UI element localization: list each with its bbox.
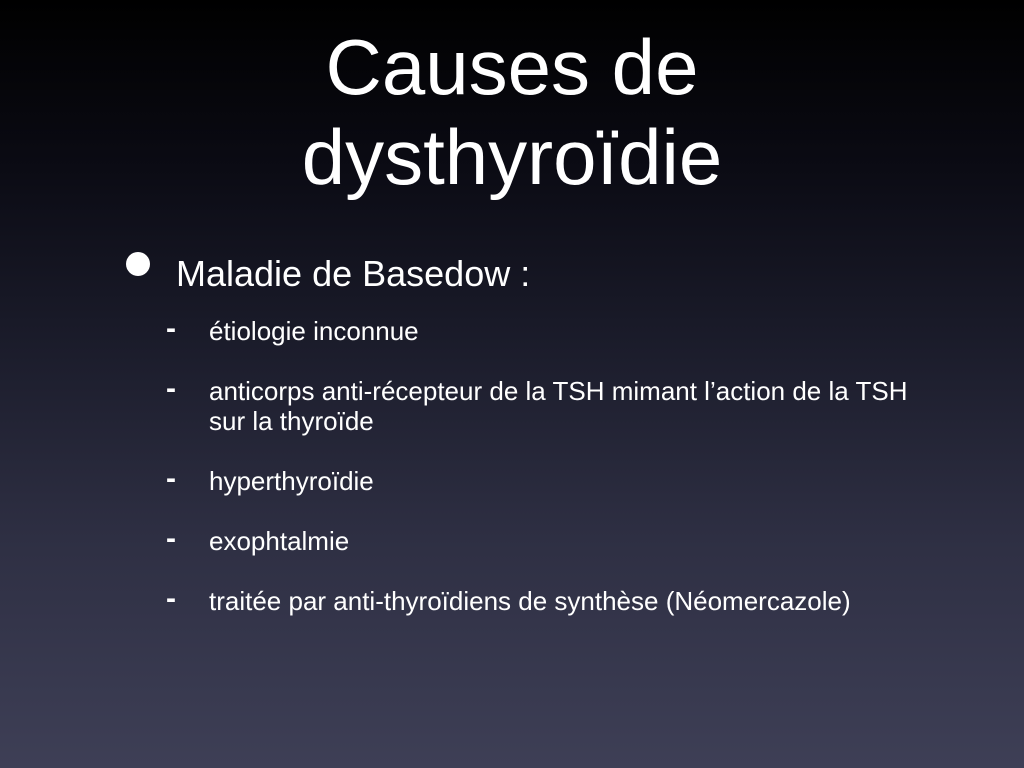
- sub-bullet-item: [166, 522, 926, 556]
- title-line-2: dysthyroïdie: [301, 113, 723, 201]
- dash-icon: -: [166, 312, 176, 345]
- sub-bullet-item: [166, 312, 926, 346]
- sub-bullet-item: [166, 462, 926, 496]
- bullet-item: [126, 248, 530, 300]
- slide-title: [0, 22, 1024, 202]
- sub-bullet-text: anticorps anti-récepteur de la TSH mimant l’action de la TSH sur la thyroïde: [209, 376, 908, 436]
- title-line-1: Causes de: [325, 23, 699, 111]
- dash-icon: -: [166, 582, 176, 615]
- dash-icon: -: [166, 522, 176, 555]
- sub-bullet-item: [166, 582, 926, 616]
- sub-bullet-list: [166, 312, 926, 646]
- dash-icon: -: [166, 462, 176, 495]
- sub-bullet-text: hyperthyroïdie: [209, 466, 374, 496]
- dash-icon: -: [166, 372, 176, 405]
- bullet-dot-icon: [126, 252, 150, 276]
- bullet-text: Maladie de Basedow :: [176, 253, 531, 294]
- sub-bullet-text: étiologie inconnue: [209, 316, 419, 346]
- sub-bullet-item: [166, 372, 926, 436]
- sub-bullet-text: traitée par anti-thyroïdiens de synthèse (Néomercazole): [209, 586, 851, 616]
- sub-bullet-text: exophtalmie: [209, 526, 350, 556]
